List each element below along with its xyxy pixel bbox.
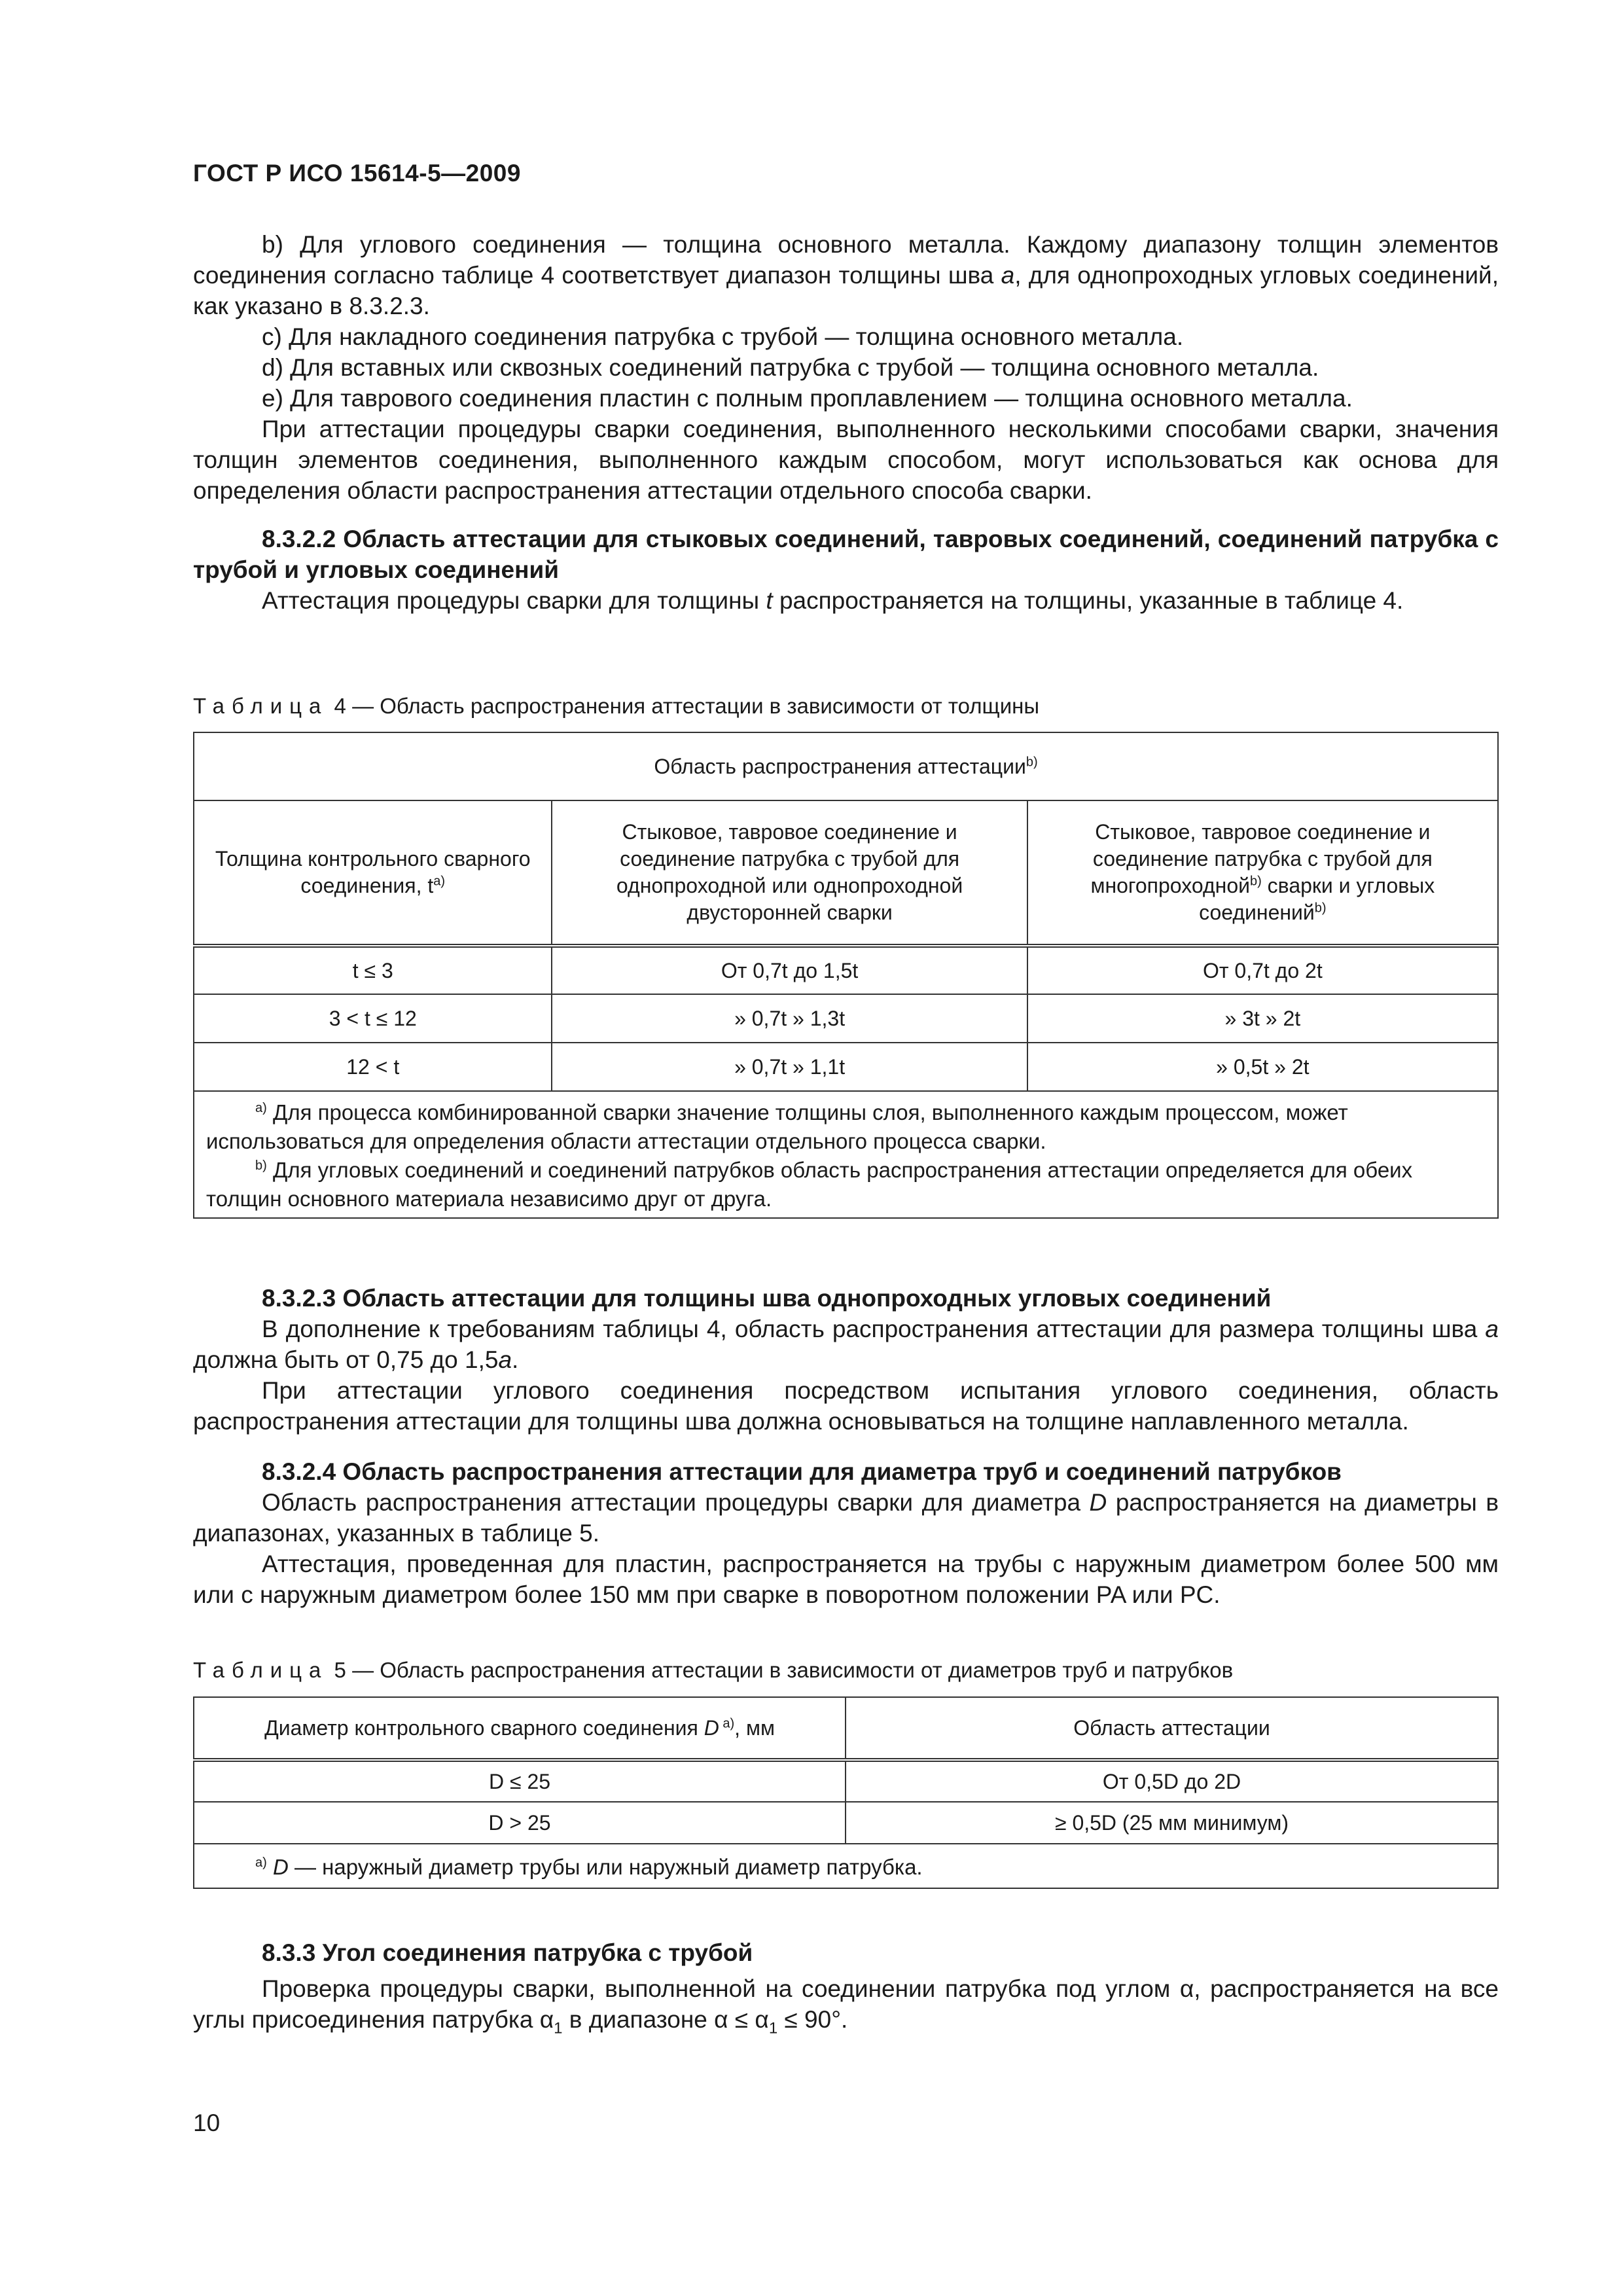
- section-text: В дополнение к требованиям таблицы 4, область распространения аттестации для размера толщины шва a должна быть от 0,75 до 1,5a.: [193, 1316, 1499, 1373]
- section-8-3-2-3: [193, 1283, 1499, 1437]
- section-heading: 8.3.2.2 Область аттестации для стыковых соединений, тавровых соединений, соединений патрубка с трубой и угловых соединений: [193, 526, 1499, 583]
- footnote-a: $^{a)}$ D — наружный диаметр трубы или наружный диаметр патрубка.: [255, 1855, 923, 1879]
- table-header-row: [194, 1697, 1498, 1760]
- section-text: Аттестация, проведенная для пластин, распространяется на трубы с наружным диаметром более 500 мм или с наружным диаметром более 150 мм при сварке в поворотном положении PA или PC.: [193, 1551, 1499, 1608]
- table-cell: » 3t » 2t: [1027, 994, 1498, 1043]
- column-header: Диаметр контрольного сварного соединения D $^{a)}$, мм: [194, 1697, 846, 1760]
- item-b: b) Для углового соединения — толщина основного металла. Каждому диапазону толщин элементов соединения согласно таблице 4 соответствует диапазон толщины шва a, для однопроходных угловых соединений, как указано в 8.3.2.3.: [193, 231, 1499, 319]
- table-row: [194, 946, 1498, 994]
- page-number: 10: [193, 2109, 221, 2136]
- intro-section: [193, 229, 1499, 506]
- table-cell: От 0,5D до 2D: [846, 1760, 1498, 1802]
- column-header: Область аттестации: [846, 1697, 1498, 1760]
- span-header-cell: Область распространения аттестации$^{b)}$: [194, 732, 1498, 800]
- column-header: Стыковое, тавровое соединение и соединение патрубка с трубой для многопроходной$^{b)}$ сварки и угловых соединений$^{b)}$: [1027, 800, 1498, 946]
- table-cell: 12 < t: [194, 1043, 552, 1091]
- table-header-row: [194, 800, 1498, 946]
- table-5-caption: Таблица 5 — Область распространения аттестации в зависимости от диаметров труб и патрубков: [193, 1658, 1234, 1682]
- section-text: При аттестации углового соединения посредством испытания углового соединения, область распространения аттестации для толщины шва должна основываться на толщине наплавленного металла.: [193, 1377, 1499, 1435]
- table-notes-row: [194, 1091, 1498, 1218]
- table-row: [194, 1802, 1498, 1844]
- table-cell: » 0,5t » 2t: [1027, 1043, 1498, 1091]
- table-cell: D ≤ 25: [194, 1760, 846, 1802]
- footnote-a: $^{a)}$ Для процесса комбинированной сварки значение толщины слоя, выполненного каждым процессом, может использоваться для определения области аттестации отдельного процесса сварки.: [206, 1100, 1348, 1153]
- table-cell: ≥ 0,5D (25 мм минимум): [846, 1802, 1498, 1844]
- table-cell: От 0,7t до 1,5t: [552, 946, 1027, 994]
- table-row: [194, 1760, 1498, 1802]
- table-cell: 3 < t ≤ 12: [194, 994, 552, 1043]
- item-e: e) Для таврового соединения пластин с полным проплавлением — толщина основного металла.: [262, 385, 1353, 412]
- section-8-3-3: [193, 1937, 1499, 2035]
- table-row: [194, 1043, 1498, 1091]
- table-header-row: [194, 732, 1498, 800]
- column-header: Стыковое, тавровое соединение и соединение патрубка с трубой для однопроходной или однопроходной двусторонней сварки: [552, 800, 1027, 946]
- section-text: Аттестация процедуры сварки для толщины t распространяется на толщины, указанные в таблице 4.: [262, 587, 1404, 614]
- document-header: ГОСТ Р ИСО 15614-5—2009: [193, 160, 521, 187]
- section-8-3-2-2: [193, 524, 1499, 616]
- section-heading: 8.3.3 Угол соединения патрубка с трубой: [262, 1939, 753, 1966]
- table-notes: [194, 1091, 1498, 1218]
- item-d: d) Для вставных или сквозных соединений патрубка с трубой — толщина основного металла.: [262, 354, 1319, 381]
- table-cell: D > 25: [194, 1802, 846, 1844]
- item-c: c) Для накладного соединения патрубка с трубой — толщина основного металла.: [262, 323, 1184, 350]
- section-text: Проверка процедуры сварки, выполненной на соединении патрубка под углом α, распространяется на все углы присоединения патрубка $\alpha_1$ в диапазоне $\alpha \le \alpha_1 \le 90^\circ$.: [193, 1975, 1499, 2037]
- section-heading: 8.3.2.4 Область распространения аттестации для диаметра труб и соединений патрубков: [262, 1458, 1342, 1485]
- column-header: Толщина контрольного сварного соединения, $t^{a)}$: [194, 800, 552, 946]
- section-text: Область распространения аттестации процедуры сварки для диаметра D распространяется на диаметры в диапазонах, указанных в таблице 5.: [193, 1489, 1499, 1547]
- table-4-caption: Таблица 4 — Область распространения аттестации в зависимости от толщины: [193, 694, 1040, 718]
- table-cell: t ≤ 3: [194, 946, 552, 994]
- table-notes: [194, 1844, 1498, 1888]
- table-cell: » 0,7t » 1,1t: [552, 1043, 1027, 1091]
- multi-process-paragraph: При аттестации процедуры сварки соединения, выполненного несколькими способами сварки, значения толщин элементов соединения, выполненного каждым способом, могут использоваться как основа для определения области распространения аттестации отдельного способа сварки.: [193, 416, 1499, 504]
- table-cell: От 0,7t до 2t: [1027, 946, 1498, 994]
- table-notes-row: [194, 1844, 1498, 1888]
- footnote-b: $^{b)}$ Для угловых соединений и соединений патрубков область распространения аттестации определяется для обеих толщин основного материала независимо друг от друга.: [206, 1158, 1413, 1211]
- table-row: [194, 994, 1498, 1043]
- table-cell: » 0,7t » 1,3t: [552, 994, 1027, 1043]
- table-4: [193, 732, 1499, 1219]
- section-8-3-2-4: [193, 1456, 1499, 1610]
- table-5: [193, 1696, 1499, 1889]
- section-heading: 8.3.2.3 Область аттестации для толщины шва однопроходных угловых соединений: [262, 1285, 1272, 1312]
